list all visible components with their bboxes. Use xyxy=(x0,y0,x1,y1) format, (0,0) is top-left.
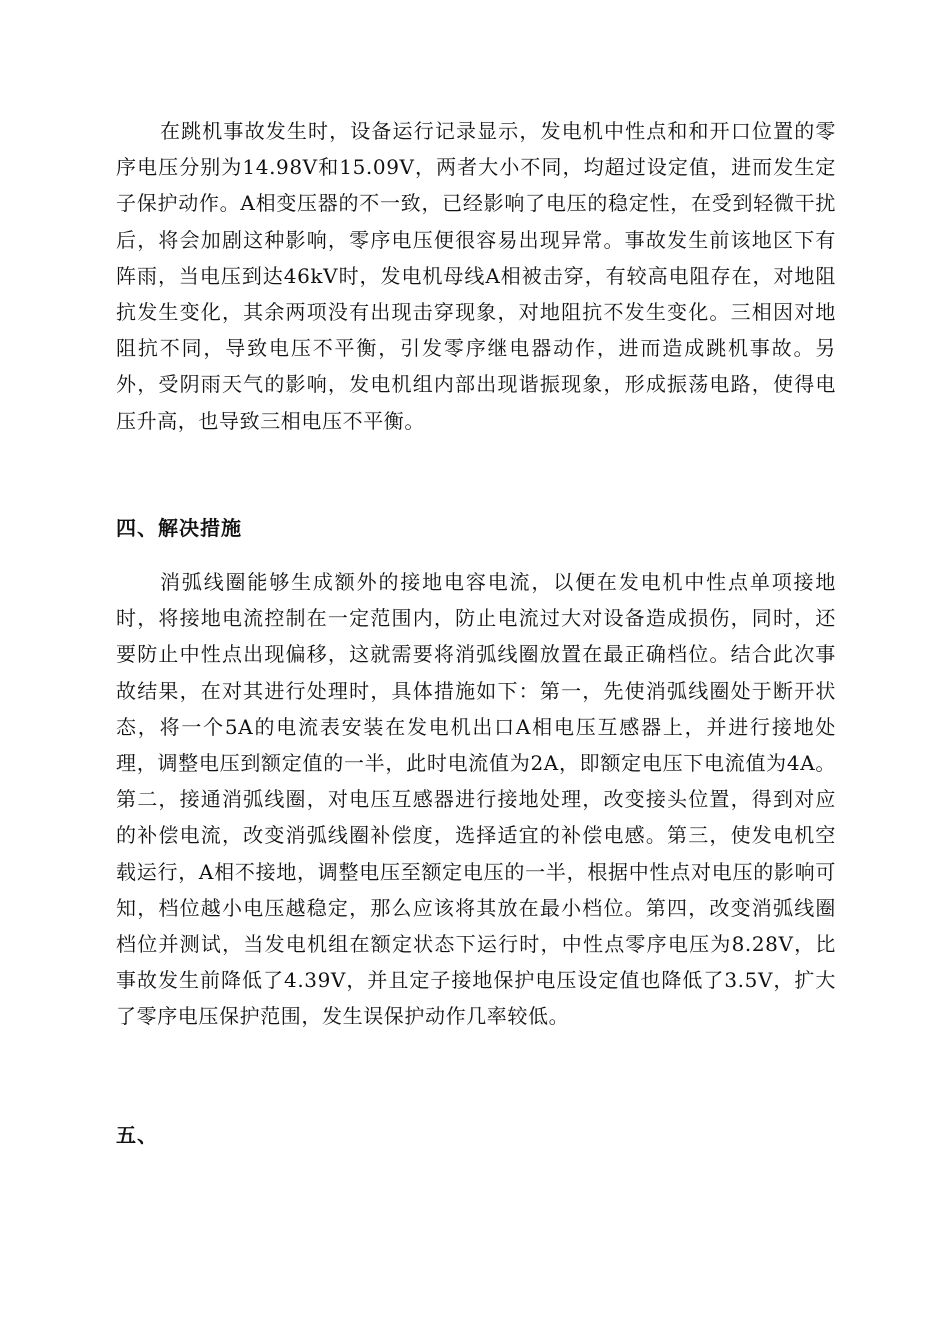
section-heading-solutions: 四、解决措施 xyxy=(116,516,242,540)
paragraph-accident-analysis: 在跳机事故发生时，设备运行记录显示，发电机中性点和和开口位置的零序电压分别为14.98V和15.09V，两者大小不同，均超过设定值，进而发生定子保护动作。A相变压器的不一致，已经影响了电压的稳定性，在受到轻微干扰后，将会加剧这种影响，零序电压便很容易出现异常。事故发生前该地区下有阵雨，当电压到达46kV时，发电机母线A相被击穿，有较高电阻存在，对地阻抗发生变化，其余两项没有出现击穿现象，对地阻抗不发生变化。三相因对地阻抗不同，导致电压不平衡，引发零序继电器动作，进而造成跳机事故。另外，受阴雨天气的影响，发电机组内部出现谐振现象，形成振荡电路，使得电压升高，也导致三相电压不平衡。 xyxy=(116,119,836,433)
section-heading-five: 五、 xyxy=(116,1123,158,1147)
paragraph-solution-measures: 消弧线圈能够生成额外的接地电容电流，以便在发电机中性点单项接地时，将接地电流控制在一定范围内，防止电流过大对设备造成损伤，同时，还要防止中性点出现偏移，这就需要将消弧线圈放置在最正确档位。结合此次事故结果，在对其进行处理时，具体措施如下：第一，先使消弧线圈处于断开状态，将一个5A的电流表安装在发电机出口A相电压互感器上，并进行接地处理，调整电压到额定值的一半，此时电流值为2A，即额定电压下电流值为4A。第二，接通消弧线圈，对电压互感器进行接地处理，改变接头位置，得到对应的补偿电流，改变消弧线圈补偿度，选择适宜的补偿电感。第三，使发电机空载运行，A相不接地，调整电压至额定电压的一半，根据中性点对电压的影响可知，档位越小电压越稳定，那么应该将其放在最小档位。第四，改变消弧线圈档位并测试，当发电机组在额定状态下运行时，中性点零序电压为8.28V，比事故发生前降低了4.39V，并且定子接地保护电压设定值也降低了3.5V，扩大了零序电压保护范围，发生误保护动作几率较低。 xyxy=(116,570,836,1029)
